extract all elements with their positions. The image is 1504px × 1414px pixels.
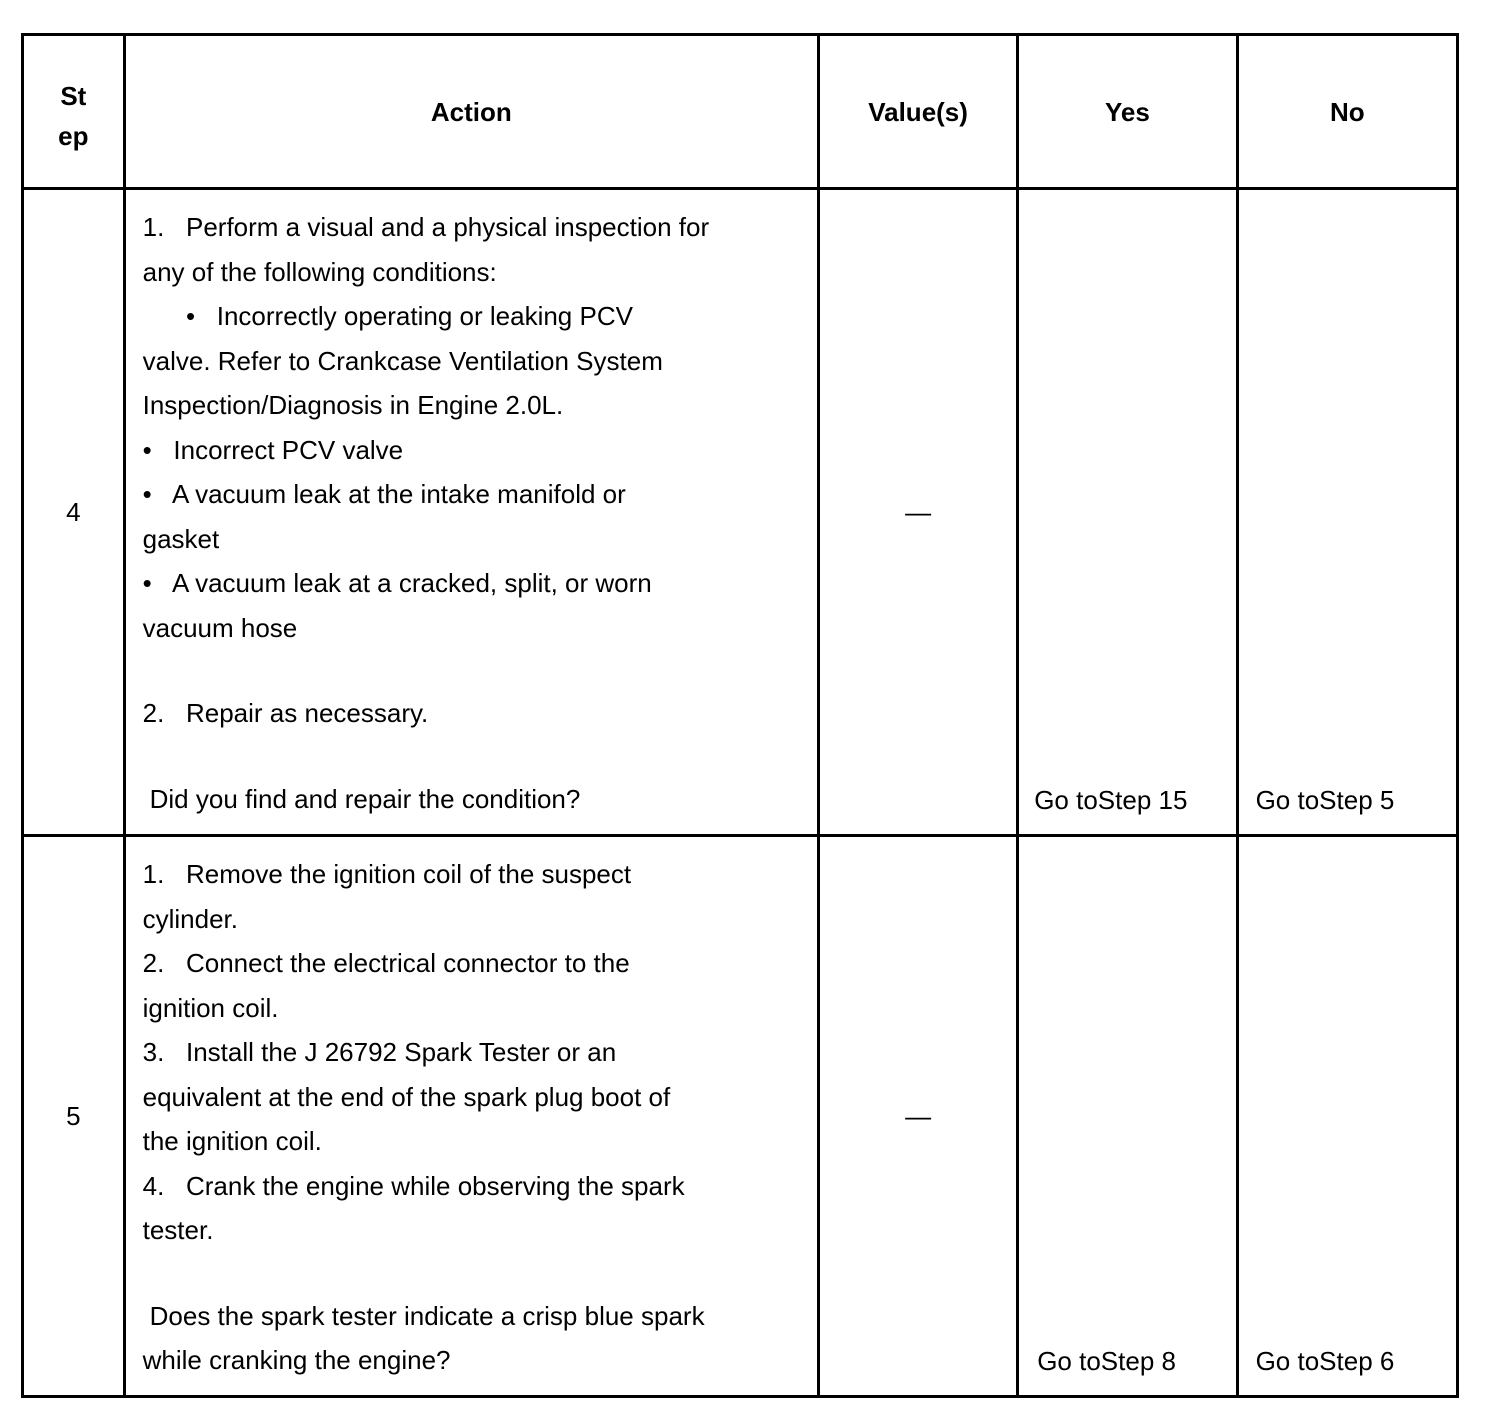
header-values: Value(s) xyxy=(818,35,1017,189)
step-number: 5 xyxy=(23,836,125,1397)
action-line: • A vacuum leak at the intake manifold or xyxy=(142,479,626,509)
diagnostic-table xyxy=(21,33,1459,1398)
spacer xyxy=(143,736,807,777)
spacer xyxy=(143,1253,807,1294)
value-cell: — xyxy=(818,189,1017,836)
action-line: • Incorrectly operating or leaking PCV xyxy=(142,301,633,331)
action-cell xyxy=(124,836,818,1397)
action-line: vacuum hose xyxy=(142,612,298,643)
action-line: 1. Remove the ignition coil of the suspect xyxy=(142,859,632,889)
action-question: Did you find and repair the condition? xyxy=(149,783,581,814)
action-line: tester. xyxy=(142,1215,214,1245)
yes-link[interactable]: Go toStep 15 xyxy=(1018,189,1237,836)
action-cell xyxy=(124,189,818,836)
header-step-label: St ep xyxy=(58,80,89,151)
action-line: 1. Perform a visual and a physical inspection for xyxy=(142,212,710,242)
action-line: the ignition coil. xyxy=(142,1126,322,1156)
action-line: • Incorrect PCV valve xyxy=(142,434,404,465)
table-row xyxy=(23,836,1458,1397)
action-line: 2. Repair as necessary. xyxy=(142,698,429,728)
action-line: any of the following conditions: xyxy=(142,256,497,287)
value-cell: — xyxy=(818,836,1017,1397)
header-action: Action xyxy=(124,35,818,189)
action-line: ignition coil. xyxy=(142,992,279,1023)
header-no: No xyxy=(1237,35,1457,189)
yes-link[interactable]: Go toStep 8 xyxy=(1018,836,1237,1397)
no-link[interactable]: Go toStep 6 xyxy=(1237,836,1457,1397)
action-line: 3. Install the J 26792 Spark Tester or an xyxy=(142,1037,617,1067)
action-question-continued: while cranking the engine? xyxy=(142,1345,451,1375)
no-link[interactable]: Go toStep 5 xyxy=(1237,189,1457,836)
table-row xyxy=(23,189,1458,836)
action-line: Inspection/Diagnosis in Engine 2.0L. xyxy=(142,390,564,420)
table-header-row xyxy=(23,35,1458,189)
header-step xyxy=(23,35,125,189)
action-line: 4. Crank the engine while observing the spark xyxy=(142,1170,685,1201)
action-line: valve. Refer to Crankcase Ventilation System xyxy=(142,345,663,376)
action-line: • A vacuum leak at a cracked, split, or worn xyxy=(142,568,652,598)
action-line: 2. Connect the electrical connector to the xyxy=(142,948,630,978)
header-yes: Yes xyxy=(1018,35,1237,189)
action-line: gasket xyxy=(142,523,220,554)
action-line: cylinder. xyxy=(142,903,239,934)
action-line: equivalent at the end of the spark plug boot of xyxy=(142,1081,671,1112)
step-number: 4 xyxy=(23,189,125,836)
diagnostic-table-container xyxy=(21,33,1459,1387)
spacer xyxy=(143,650,807,691)
action-question: Does the spark tester indicate a crisp blue spark xyxy=(149,1300,705,1331)
